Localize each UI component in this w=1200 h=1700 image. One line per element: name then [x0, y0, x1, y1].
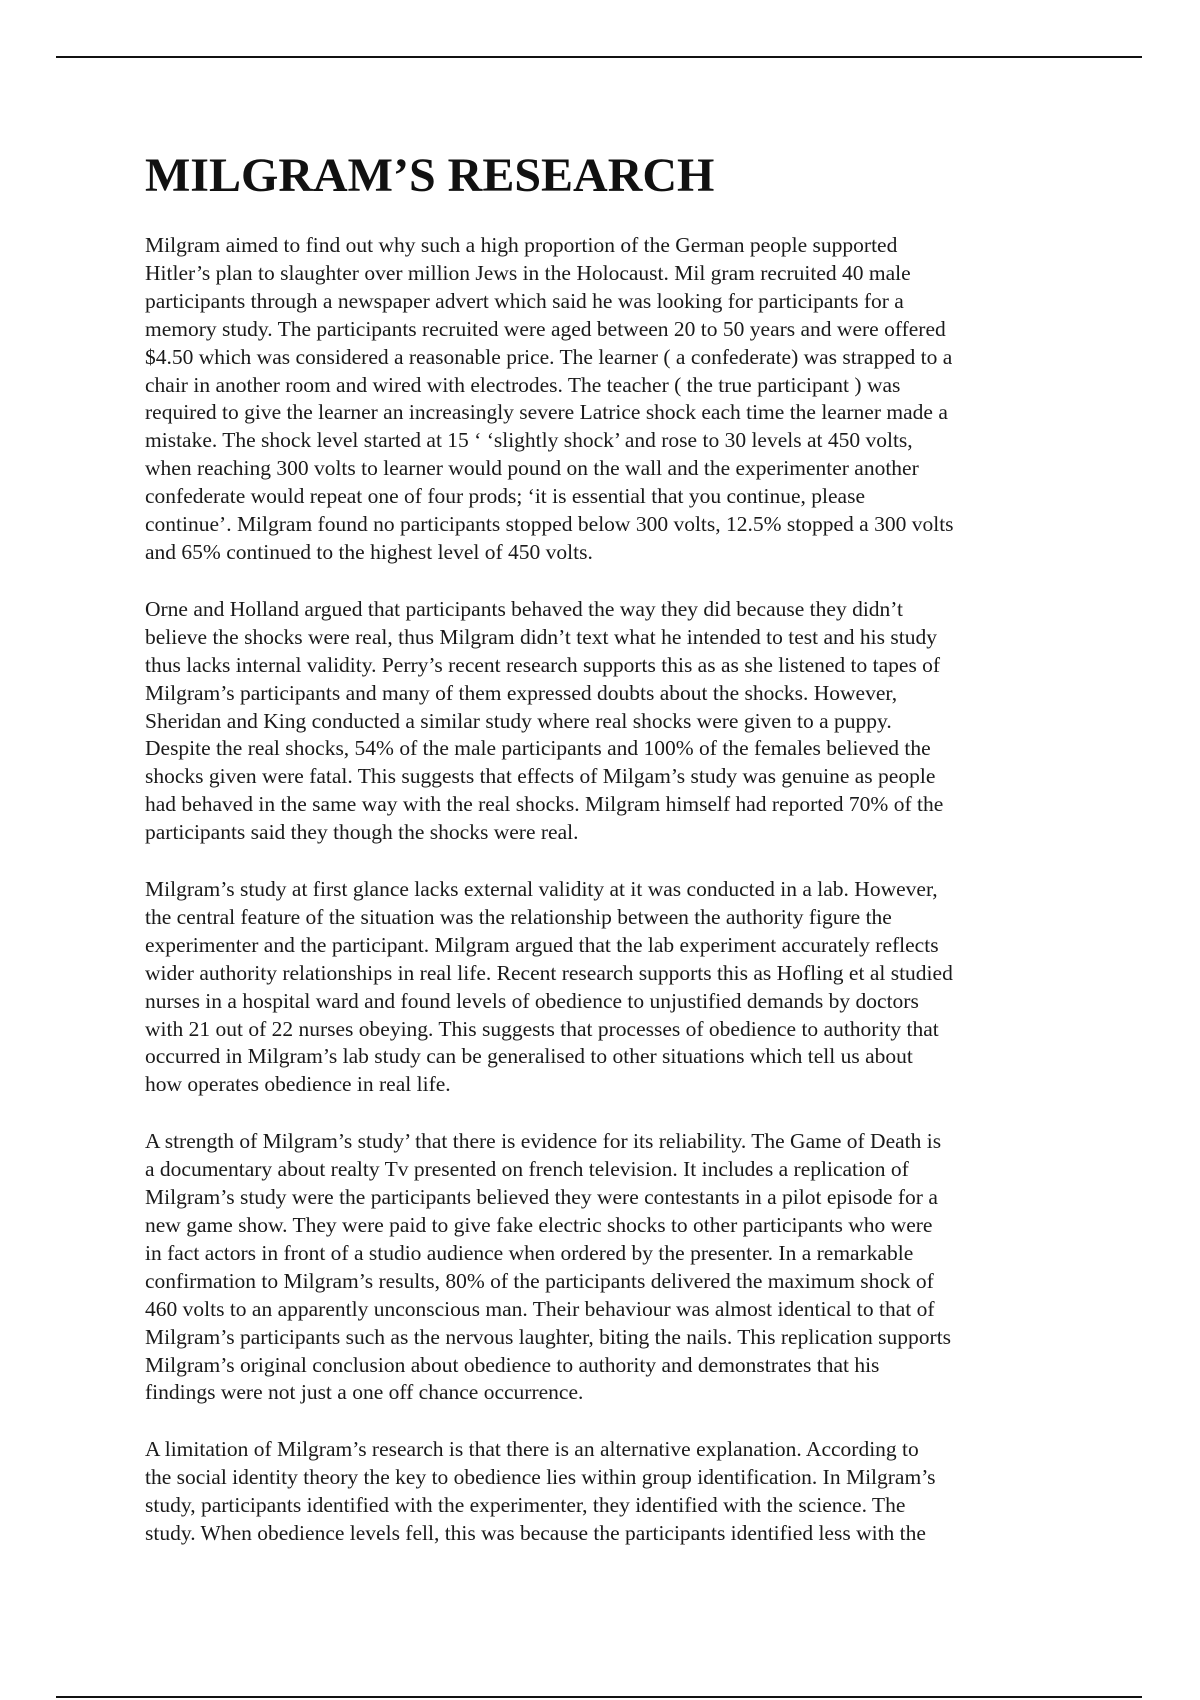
text-line: the social identity theory the key to obedience lies within group identification. In Milgram’s	[145, 1465, 936, 1490]
text-line: Milgram’s study were the participants believed they were contestants in a pilot episode for a	[145, 1185, 938, 1210]
text-line: wider authority relationships in real life. Recent research supports this as Hofling et al studied	[145, 960, 953, 985]
text-line: a documentary about realty Tv presented on french television. It includes a replication of	[145, 1157, 909, 1182]
text-line: memory study. The participants recruited were aged between 20 to 50 years and were offered	[145, 316, 946, 341]
text-line: findings were not just a one off chance occurrence.	[145, 1380, 584, 1405]
text-line: 460 volts to an apparently unconscious man. Their behaviour was almost identical to that of	[145, 1296, 935, 1321]
text-line: participants said they though the shocks were real.	[145, 820, 579, 845]
text-line: mistake. The shock level started at 15 ‘ ‘slightly shock’ and rose to 30 levels at 450 volts,	[145, 428, 913, 453]
text-line: how operates obedience in real life.	[145, 1072, 451, 1097]
text-line: Milgram’s participants such as the nervous laughter, biting the nails. This replication supports	[145, 1324, 952, 1349]
text-line: chair in another room and wired with electrodes. The teacher ( the true participant ) was	[145, 372, 901, 397]
text-line: thus lacks internal validity. Perry’s recent research supports this as as she listened to tapes of	[145, 652, 941, 677]
bottom-rule	[56, 1696, 1142, 1698]
text-line: Milgram aimed to find out why such a high proportion of the German people supported	[145, 233, 898, 257]
text-line: had behaved in the same way with the real shocks. Milgram himself had reported 70% of the	[145, 792, 944, 817]
text-line: and 65% continued to the highest level of 450 volts.	[145, 539, 593, 564]
text-line: A limitation of Milgram’s research is that there is an alternative explanation. According to	[145, 1437, 919, 1462]
text-line: participants through a newspaper advert which said he was looking for participants for a	[145, 288, 904, 313]
text-line: nurses in a hospital ward and found levels of obedience to unjustified demands by doctors	[145, 988, 919, 1013]
text-line: confederate would repeat one of four prods; ‘it is essential that you continue, please	[145, 484, 866, 509]
paragraph	[145, 1436, 1070, 1548]
text-line: Hitler’s plan to slaughter over million Jews in the Holocaust. Mil gram recruited 40 male	[145, 260, 911, 285]
paragraph	[145, 1128, 1070, 1407]
text-line: experimenter and the participant. Milgram argued that the lab experiment accurately reflects	[145, 932, 939, 957]
paragraph	[145, 596, 1070, 847]
text-line: required to give the learner an increasingly severe Latrice shock each time the learner made a	[145, 400, 948, 425]
text-line: Sheridan and King conducted a similar study where real shocks were given to a puppy.	[145, 708, 892, 733]
text-line: occurred in Milgram’s lab study can be generalised to other situations which tell us about	[145, 1044, 913, 1069]
paragraph-list	[145, 232, 1070, 1548]
document-title: MILGRAM’S RESEARCH	[145, 149, 715, 202]
text-line: the central feature of the situation was the relationship between the authority figure the	[145, 904, 892, 929]
document-body	[145, 148, 1070, 1577]
text-line: study. When obedience levels fell, this was because the participants identified less with the	[145, 1521, 926, 1546]
text-line: shocks given were fatal. This suggests that effects of Milgam’s study was genuine as people	[145, 764, 936, 789]
text-line: believe the shocks were real, thus Milgram didn’t text what he intended to test and his study	[145, 624, 937, 649]
text-line: $4.50 which was considered a reasonable price. The learner ( a confederate) was strapped to a	[145, 344, 953, 369]
text-line: Despite the real shocks, 54% of the male participants and 100% of the females believed the	[145, 736, 931, 761]
text-line: Orne and Holland argued that participants behaved the way they did because they didn’t	[145, 596, 904, 621]
text-line: with 21 out of 22 nurses obeying. This suggests that processes of obedience to authority that	[145, 1016, 939, 1041]
text-line: Milgram’s original conclusion about obedience to authority and demonstrates that his	[145, 1352, 880, 1377]
text-line: when reaching 300 volts to learner would pound on the wall and the experimenter another	[145, 456, 919, 481]
text-line: in fact actors in front of a studio audience when ordered by the presenter. In a remarkable	[145, 1240, 914, 1265]
text-line: study, participants identified with the experimenter, they identified with the science. The	[145, 1493, 906, 1518]
text-line: Milgram’s participants and many of them expressed doubts about the shocks. However,	[145, 680, 898, 705]
text-line: new game show. They were paid to give fake electric shocks to other participants who were	[145, 1213, 933, 1237]
top-rule	[56, 56, 1142, 58]
text-line: A strength of Milgram’s study’ that there is evidence for its reliability. The Game of Death is	[145, 1129, 942, 1154]
paragraph	[145, 876, 1070, 1099]
text-line: continue’. Milgram found no participants stopped below 300 volts, 12.5% stopped a 300 volts	[145, 512, 954, 537]
text-line: Milgram’s study at first glance lacks external validity at it was conducted in a lab. However,	[145, 877, 938, 902]
text-line: confirmation to Milgram’s results, 80% of the participants delivered the maximum shock of	[145, 1268, 934, 1293]
paragraph	[145, 232, 1070, 567]
